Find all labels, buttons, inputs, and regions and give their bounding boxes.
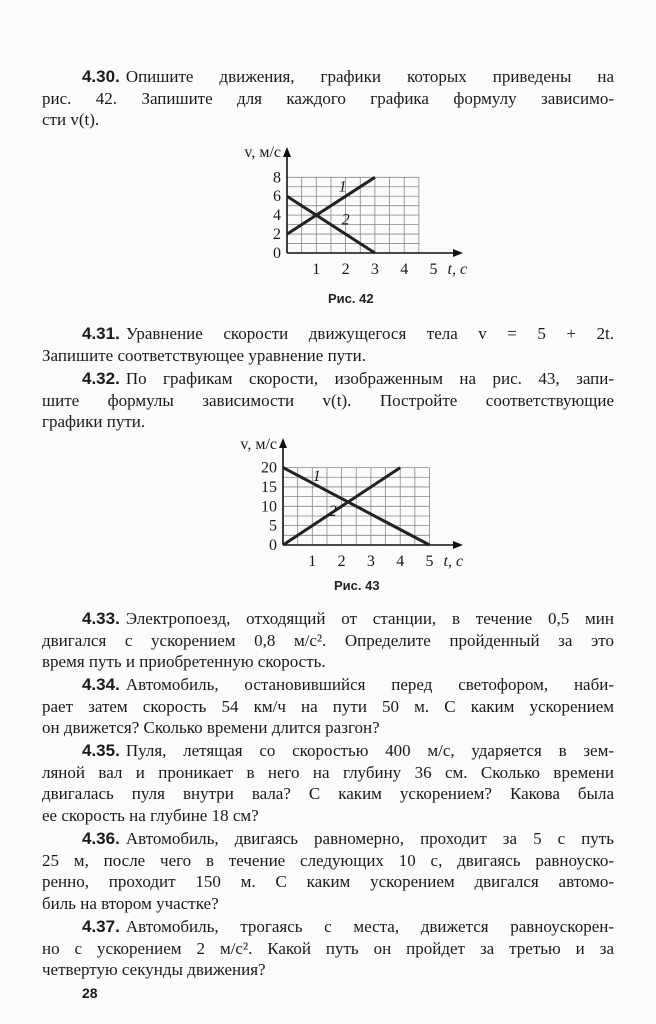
x-tick-label: 3	[370, 261, 379, 278]
problem-line	[42, 783, 614, 805]
problem-text: 25 м, после чего в течение следующих 10 с, двигаясь равноуско-	[42, 850, 614, 870]
y-tick-label: 4	[273, 207, 281, 225]
problem-line	[42, 88, 614, 110]
problem-text: По графикам скорости, изображенным на рис. 43, запи-	[125, 369, 614, 388]
problem-text: Пуля, летящая со скоростью 400 м/с, ударяется в зем-	[125, 741, 614, 760]
problem-text: Уравнение скорости движущегося тела v = 5 + 2t.	[125, 324, 614, 343]
y-axis-arrow-icon	[283, 147, 291, 157]
problem-text: время путь и приобретенную скорость.	[42, 652, 326, 671]
problem-text: Опишите движения, графики которых приведены на	[125, 67, 614, 86]
problem-text: двигался с ускорением 0,8 м/с². Определите пройденный за это	[42, 630, 614, 650]
series-label: 1	[312, 468, 321, 486]
problem-line	[42, 368, 614, 390]
problem-line	[42, 762, 614, 784]
problem-number: 4.34.	[82, 675, 120, 694]
x-tick-label: 5	[425, 553, 434, 570]
y-tick-label: 20	[261, 459, 277, 477]
problem-line	[42, 390, 614, 412]
problem-4-31	[42, 323, 614, 366]
problem-line	[42, 717, 614, 739]
y-tick-label: 8	[273, 169, 281, 187]
problem-4-30	[42, 66, 614, 131]
x-tick-label: 3	[366, 553, 375, 570]
problem-text: Автомобиль, остановившийся перед светофором, наби-	[125, 675, 614, 694]
problem-line	[42, 674, 614, 696]
y-axis-label: v, м/с	[240, 436, 277, 453]
problem-number: 4.30.	[82, 67, 120, 86]
problem-text: графики пути.	[42, 412, 146, 431]
problem-line	[42, 345, 614, 367]
problem-text: рает затем скорость 54 км/ч на пути 50 м. С каким ускорением	[42, 696, 614, 716]
x-axis-arrow-icon	[453, 249, 463, 257]
figure-43-caption: Рис. 43	[334, 578, 380, 593]
series-label: 2	[328, 502, 337, 520]
problem-text: но с ускорением 2 м/с². Какой путь он пройдет за третью и за	[42, 938, 614, 958]
problem-text: Запишите соответствующее уравнение пути.	[42, 345, 366, 365]
x-tick-label: 2	[341, 261, 350, 278]
y-tick-label: 2	[273, 226, 281, 244]
problem-4-37	[42, 916, 614, 981]
problem-number: 4.36.	[82, 829, 120, 848]
page-number: 28	[82, 985, 98, 1001]
problem-text: он движется? Сколько времени длится разгон?	[42, 718, 380, 737]
problem-line	[42, 323, 614, 345]
problem-line	[42, 696, 614, 718]
problem-4-34	[42, 674, 614, 739]
x-tick-label: 5	[429, 261, 438, 278]
problem-text: Автомобиль, трогаясь с места, движется равноускорен-	[125, 917, 614, 936]
problem-line	[42, 651, 614, 673]
problem-line	[42, 959, 614, 981]
problem-text: Автомобиль, двигаясь равномерно, проходит за 5 с путь	[125, 829, 614, 848]
problem-text: биль на втором участке?	[42, 893, 219, 913]
x-tick-label: 4	[396, 553, 405, 570]
problem-line	[42, 66, 614, 88]
problem-text: ляной вал и проникает в него на глубину 36 см. Сколько времени	[42, 762, 614, 782]
x-axis-label: t, с	[447, 261, 468, 278]
problem-number: 4.35.	[82, 741, 120, 760]
x-axis-arrow-icon	[453, 541, 463, 549]
y-tick-label: 5	[269, 517, 277, 535]
problem-line	[42, 805, 614, 827]
problem-number: 4.37.	[82, 917, 120, 936]
problem-line	[42, 893, 614, 915]
problem-line	[42, 938, 614, 960]
figure-43-chart	[210, 432, 464, 602]
y-tick-label: 0	[269, 537, 277, 554]
problem-text: сти v(t).	[42, 110, 100, 129]
problem-4-36	[42, 828, 614, 914]
series-label: 2	[341, 211, 350, 229]
series-label: 1	[338, 178, 347, 196]
problem-text: двигалась пуля внутри вала? С каким ускорением? Какова была	[42, 784, 614, 803]
problem-4-33	[42, 608, 614, 673]
problem-text: ренно, проходит 150 м. С каким ускорением двигался автомо-	[42, 872, 614, 891]
problem-line	[42, 630, 614, 652]
y-tick-label: 6	[273, 188, 281, 206]
problem-line	[42, 109, 614, 131]
problem-number: 4.31.	[82, 324, 120, 343]
x-tick-label: 1	[312, 261, 321, 278]
problem-line	[42, 916, 614, 938]
y-tick-label: 0	[273, 245, 281, 262]
problem-text: четвертую секунды движения?	[42, 960, 266, 979]
problem-text: шите формулы зависимости v(t). Постройте соответствующие	[42, 390, 614, 410]
figure-42-caption: Рис. 42	[328, 291, 374, 306]
problem-line	[42, 850, 614, 872]
y-axis-label: v, м/с	[244, 144, 281, 161]
problem-4-32	[42, 368, 614, 433]
problem-line	[42, 608, 614, 630]
problem-text: рис. 42. Запишите для каждого графика формулу зависимо-	[42, 88, 614, 108]
x-tick-label: 1	[308, 553, 317, 570]
problem-text: ее скорость на глубине 18 см?	[42, 805, 259, 825]
x-axis-label: t, с	[443, 553, 464, 570]
problem-number: 4.32.	[82, 369, 120, 388]
problem-line	[42, 871, 614, 893]
x-tick-label: 2	[337, 553, 346, 570]
problem-line	[42, 411, 614, 433]
y-axis-arrow-icon	[279, 438, 287, 448]
problem-line	[42, 828, 614, 850]
figure-42-chart	[215, 140, 468, 310]
problem-line	[42, 740, 614, 762]
problem-4-35	[42, 740, 614, 826]
problem-text: Электропоезд, отходящий от станции, в течение 0,5 мин	[125, 609, 614, 628]
y-tick-label: 10	[261, 498, 277, 516]
y-tick-label: 15	[261, 478, 277, 496]
x-tick-label: 4	[400, 261, 409, 278]
problem-number: 4.33.	[82, 609, 120, 628]
